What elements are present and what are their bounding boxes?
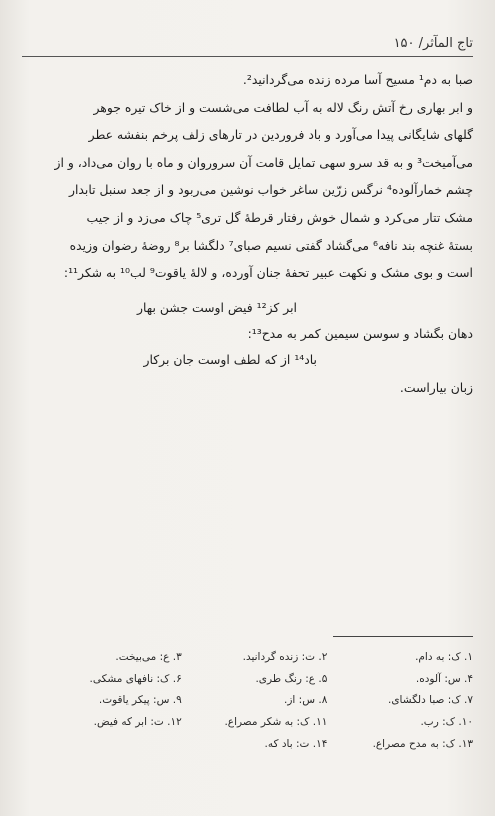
footnote-row — [36, 668, 473, 690]
footnote: ۸. س: از. — [284, 694, 328, 707]
verse-line-2: دهان بگشاد و سوسن سیمین کمر به مدح¹³: — [247, 326, 473, 341]
header-rule — [22, 56, 473, 57]
closing-line: زبان بیاراست. — [399, 380, 473, 395]
footnote: ۴. س: آلوده. — [415, 672, 473, 685]
footnote: ۲. ت: زنده گردانید. — [242, 650, 328, 663]
text-line: می‌آمیخت³ و به قد سرو سهی تمایل قامت آن سروروان و ماه با روان می‌داد، و از — [54, 154, 473, 170]
text-line: است و بوی مشک و نکهت عبیر تحفهٔ جنان آورده، و لالهٔ یاقوت⁹ لب¹⁰ به شکر¹¹: — [63, 265, 473, 281]
footnote-row — [36, 646, 473, 668]
verse-line-3: باد¹⁴ از که لطف اوست جان برکار — [143, 352, 317, 367]
text-line: گلهای شایگانی پیدا می‌آورد و باد فروردین در تارهای زلف پرخم بنفشه عطر — [88, 127, 473, 143]
footnote: ۳. ع: می‌بیخت. — [115, 650, 182, 663]
text-line: بستهٔ غنچه بند نافه⁶ می‌گشاد گفتی نسیم صبای⁷ دلگشا بر⁸ روضهٔ رضوان وزیده — [69, 237, 473, 253]
footnote-rule — [333, 636, 473, 637]
footnote: ۱۱. ک: به شکر مصراع. — [224, 716, 328, 729]
footnote: ۱. ک: به دام. — [415, 650, 473, 663]
running-header — [22, 36, 473, 51]
footnote: ۱۴. ت: باد که. — [264, 738, 328, 751]
footnote: ۶. ک: نافهای مشکی. — [89, 672, 182, 685]
text-line: و ابر بهاری رخ آتش رنگ لاله به آب لطافت می‌شست و از خاک تیره جوهر — [93, 99, 473, 115]
footnote: ۱۲. ت: ابر که فیض. — [93, 716, 182, 729]
footnote-row — [36, 711, 473, 733]
text-line: چشم خمارآلوده⁴ نرگس زرّین ساغر خواب نوشین می‌ربود و از جعد سنبل تابدار — [69, 182, 473, 198]
footnotes — [36, 646, 473, 755]
text-line: مشک تتار می‌کرد و شمال خوش رفتار قرطهٔ گل تری⁵ چاک می‌زد و از جیب — [86, 209, 473, 225]
running-title: تاج المآثر/ ۱۵۰ — [393, 36, 473, 51]
footnote-row — [36, 690, 473, 712]
footnote: ۷. ک: صبا دلگشای. — [387, 694, 473, 707]
text-line: صبا به دم¹ مسیح آسا مرده زنده می‌گردانید². — [242, 72, 473, 87]
footnote: ۵. ع: رنگ طری. — [255, 672, 328, 685]
footnote: ۱۳. ک: به مدح مصراع. — [372, 738, 473, 751]
verse-line-1: ابر کز¹² فیض اوست جشن بهار — [137, 300, 297, 315]
footnote: ۹. س: پیکر یاقوت. — [98, 694, 182, 707]
footnote: ۱۰. ک: رب. — [420, 716, 473, 729]
main-text — [22, 66, 473, 287]
footnote-row — [36, 733, 473, 755]
